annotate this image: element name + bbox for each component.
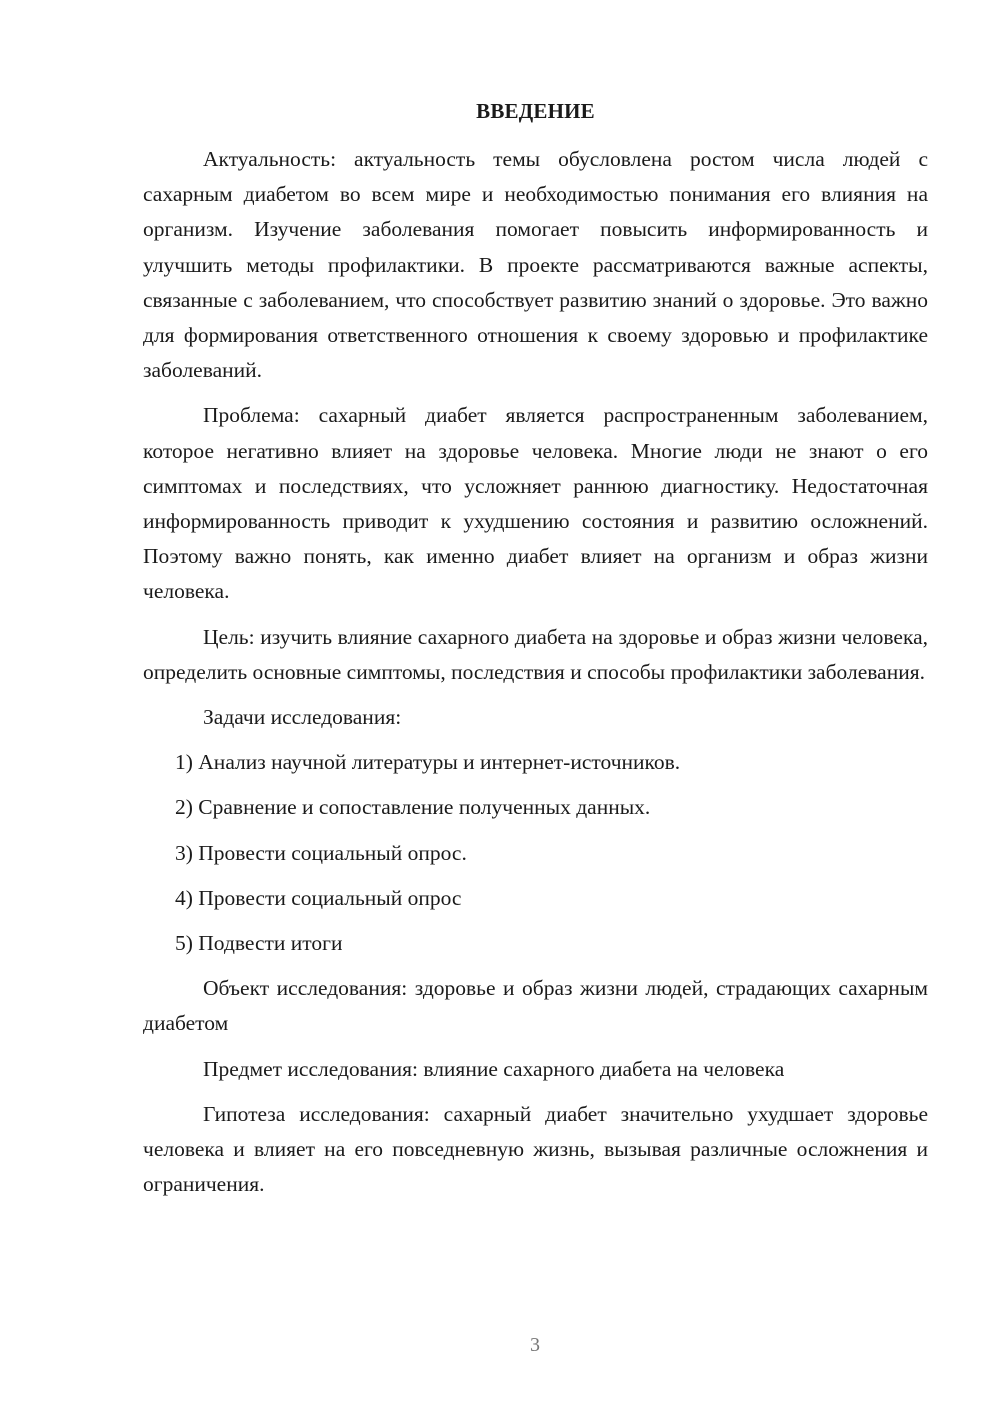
subject-paragraph: Предмет исследования: влияние сахарного диабета на человека: [203, 1056, 785, 1081]
page-number: 3: [530, 1334, 540, 1356]
relevance-paragraph: Актуальность: актуальность темы обусловлена ростом числа людей с сахарным диабетом во всем мире и необходимостью понимания его влияния на организм. Изучение заболевания помогает повысить информированность и улучшить методы профилактики. В проекте рассматриваются важные аспекты, связанные с заболеванием, что способствует развитию знаний о здоровье. Это важно для формирования ответственного отношения к своему здоровью и профилактике заболеваний.: [143, 147, 928, 383]
task-item-1: 1) Анализ научной литературы и интернет-источников.: [175, 750, 681, 775]
problem-paragraph: Проблема: сахарный диабет является распространенным заболеванием, которое негативно влияет на здоровье человека. Многие люди не знают о его симптомах и последствиях, что усложняет раннюю диагностику. Недостаточная информированность приводит к ухудшению состояния и развитию осложнений. Поэтому важно понять, как именно диабет влияет на организм и образ жизни человека.: [143, 403, 928, 604]
document-body: [143, 142, 928, 1202]
object-paragraph: Объект исследования: здоровье и образ жизни людей, страдающих сахарным диабетом: [143, 976, 928, 1036]
task-item-3: 3) Провести социальный опрос.: [175, 840, 467, 865]
task-item-5: 5) Подвести итоги: [175, 931, 343, 956]
task-item-4: 4) Провести социальный опрос: [175, 885, 462, 910]
section-title: ВВЕДЕНИЕ: [476, 99, 595, 123]
task-item-2: 2) Сравнение и сопоставление полученных данных.: [175, 795, 651, 820]
tasks-heading: Задачи исследования:: [203, 705, 402, 730]
goal-paragraph: Цель: изучить влияние сахарного диабета на здоровье и образ жизни человека, определить основные симптомы, последствия и способы профилактики заболевания.: [143, 624, 928, 684]
hypothesis-paragraph: Гипотеза исследования: сахарный диабет значительно ухудшает здоровье человека и влияет на его повседневную жизнь, вызывая различные осложнения и ограничения.: [143, 1101, 928, 1197]
